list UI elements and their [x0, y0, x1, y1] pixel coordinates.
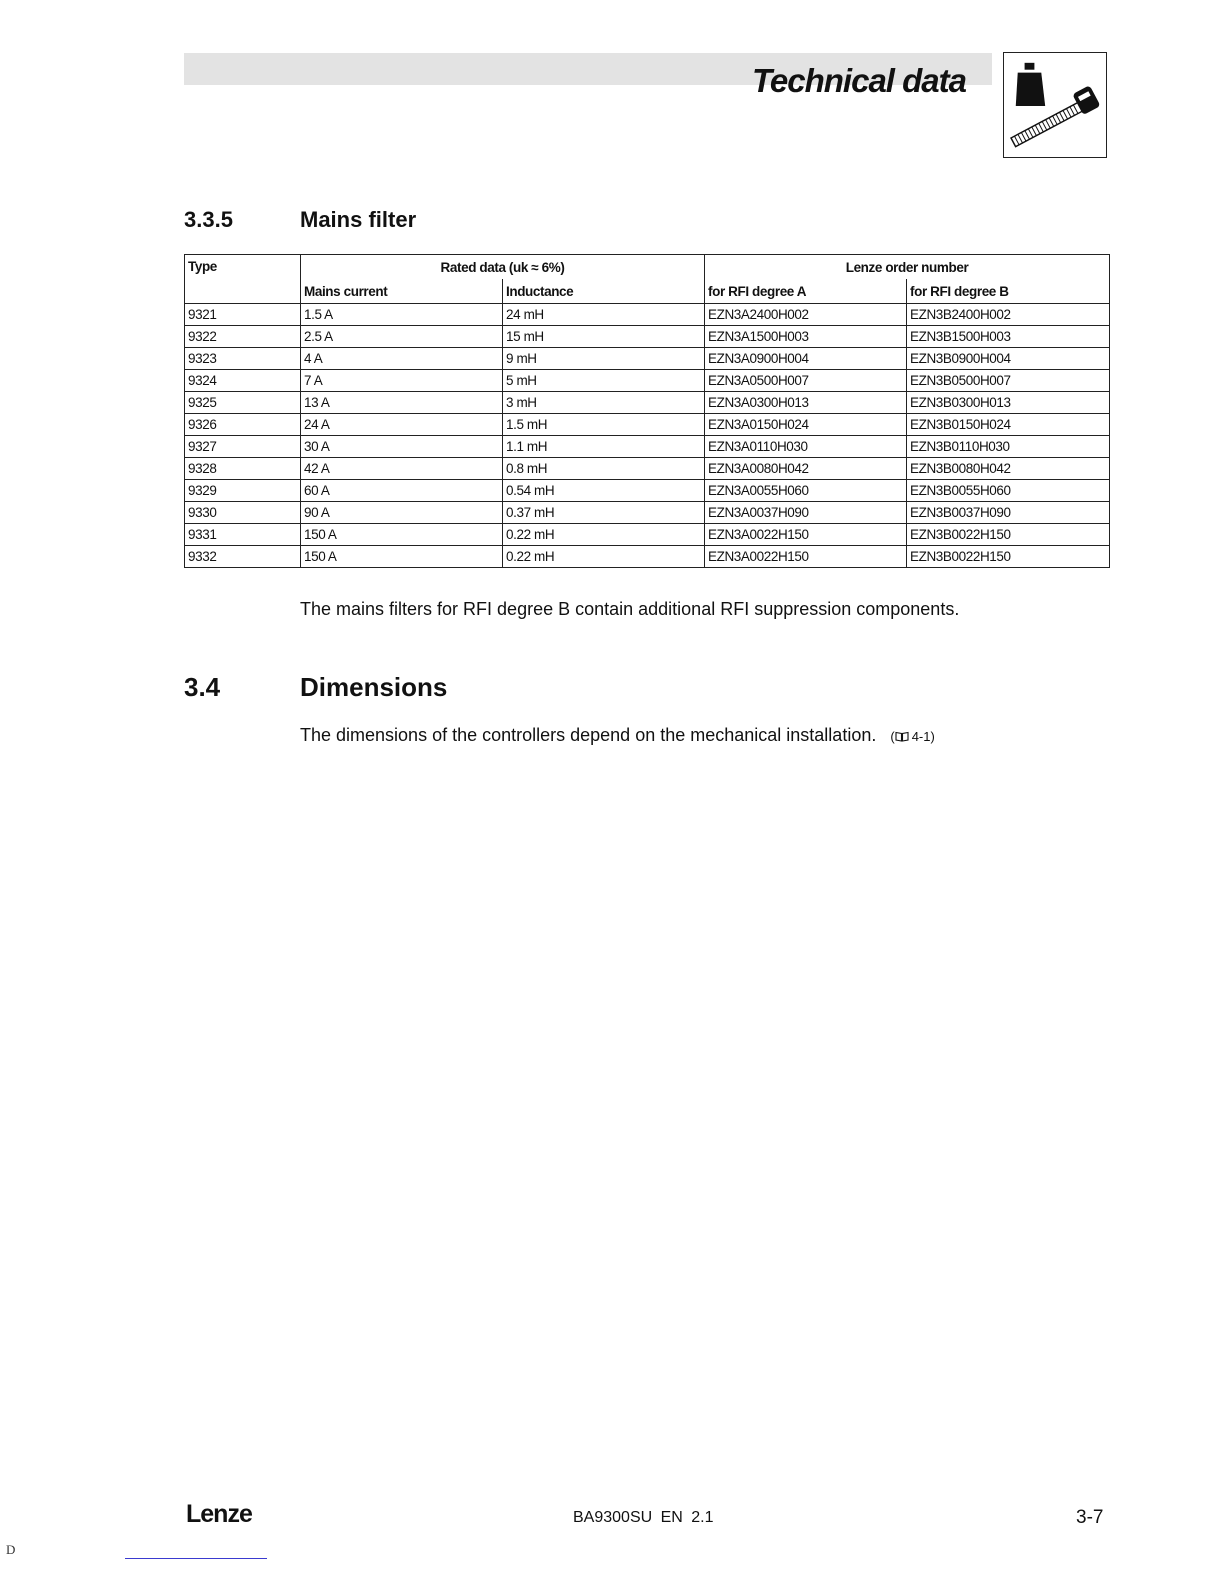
cell-mains-current: 30 A [301, 436, 503, 458]
margin-mark: D [6, 1542, 16, 1557]
cell-order-rfi-a: EZN3A0150H024 [705, 414, 907, 436]
cell-order-rfi-b: EZN3B0080H042 [907, 458, 1110, 480]
table-row [185, 458, 1110, 480]
cell-inductance: 24 mH [503, 304, 705, 326]
cell-order-rfi-a: EZN3A0022H150 [705, 524, 907, 546]
cell-mains-current: 4 A [301, 348, 503, 370]
cell-inductance: 1.1 mH [503, 436, 705, 458]
table-row [185, 414, 1110, 436]
cell-order-rfi-a: EZN3A0900H004 [705, 348, 907, 370]
cell-mains-current: 1.5 A [301, 304, 503, 326]
cell-order-rfi-b: EZN3B0900H004 [907, 348, 1110, 370]
document-id: BA9300SU EN 2.1 [573, 1509, 714, 1526]
column-header-rfi-degree-b: for RFI degree B [907, 279, 1110, 304]
table-row [185, 392, 1110, 414]
cell-inductance: 0.22 mH [503, 546, 705, 568]
cell-type: 9330 [185, 502, 301, 524]
dimensions-paragraph [300, 725, 935, 746]
cell-order-rfi-a: EZN3A0055H060 [705, 480, 907, 502]
cell-mains-current: 2.5 A [301, 326, 503, 348]
cell-mains-current: 60 A [301, 480, 503, 502]
group-header-rated-data: Rated data (uk ≈ 6%) [301, 255, 705, 280]
cell-order-rfi-b: EZN3B0500H007 [907, 370, 1110, 392]
cell-order-rfi-b: EZN3B0055H060 [907, 480, 1110, 502]
column-header-inductance: Inductance [503, 279, 705, 304]
measurement-weight-tape-icon [1003, 52, 1107, 158]
cell-order-rfi-b: EZN3B2400H002 [907, 304, 1110, 326]
cell-order-rfi-a: EZN3A0037H090 [705, 502, 907, 524]
book-icon [895, 730, 909, 745]
cell-type: 9327 [185, 436, 301, 458]
cell-inductance: 1.5 mH [503, 414, 705, 436]
page-number: 3-7 [1076, 1507, 1104, 1528]
table-row [185, 326, 1110, 348]
section-number-3-4: 3.4 [184, 672, 221, 702]
column-header-mains-current: Mains current [301, 279, 503, 304]
cell-order-rfi-a: EZN3A0022H150 [705, 546, 907, 568]
cell-order-rfi-a: EZN3A1500H003 [705, 326, 907, 348]
table-row [185, 304, 1110, 326]
column-header-rfi-degree-a: for RFI degree A [705, 279, 907, 304]
table-row [185, 348, 1110, 370]
cell-type: 9328 [185, 458, 301, 480]
rfi-note-paragraph: The mains filters for RFI degree B contain additional RFI suppression components. [300, 599, 960, 619]
group-header-lenze-order-number: Lenze order number [705, 255, 1110, 280]
cell-mains-current: 42 A [301, 458, 503, 480]
cell-inductance: 0.8 mH [503, 458, 705, 480]
cell-inductance: 5 mH [503, 370, 705, 392]
cell-order-rfi-b: EZN3B0022H150 [907, 546, 1110, 568]
cell-type: 9329 [185, 480, 301, 502]
footer-divider [125, 1558, 267, 1559]
cell-order-rfi-a: EZN3A2400H002 [705, 304, 907, 326]
table-row [185, 524, 1110, 546]
cell-type: 9326 [185, 414, 301, 436]
cell-inductance: 0.54 mH [503, 480, 705, 502]
column-header-type: Type [185, 255, 301, 304]
cell-order-rfi-a: EZN3A0080H042 [705, 458, 907, 480]
cell-order-rfi-a: EZN3A0500H007 [705, 370, 907, 392]
section-title-mains-filter: Mains filter [300, 207, 417, 232]
cell-order-rfi-b: EZN3B0300H013 [907, 392, 1110, 414]
cell-order-rfi-b: EZN3B0150H024 [907, 414, 1110, 436]
cell-inductance: 15 mH [503, 326, 705, 348]
dimensions-text: The dimensions of the controllers depend on the mechanical installation. [300, 725, 877, 745]
cell-order-rfi-b: EZN3B0110H030 [907, 436, 1110, 458]
cell-type: 9325 [185, 392, 301, 414]
cell-mains-current: 13 A [301, 392, 503, 414]
cell-inductance: 9 mH [503, 348, 705, 370]
table-row [185, 480, 1110, 502]
cell-mains-current: 90 A [301, 502, 503, 524]
cell-type: 9332 [185, 546, 301, 568]
cell-mains-current: 150 A [301, 524, 503, 546]
cell-order-rfi-a: EZN3A0300H013 [705, 392, 907, 414]
table-row [185, 436, 1110, 458]
section-number-3-3-5: 3.3.5 [184, 207, 233, 232]
mains-filter-table [184, 254, 1110, 568]
cell-order-rfi-b: EZN3B0022H150 [907, 524, 1110, 546]
table-row [185, 546, 1110, 568]
lenze-logo: Lenze [186, 1500, 252, 1528]
cell-type: 9331 [185, 524, 301, 546]
page-reference-link[interactable]: ( 4-1) [890, 729, 935, 744]
cell-type: 9322 [185, 326, 301, 348]
table-row [185, 370, 1110, 392]
cell-inductance: 3 mH [503, 392, 705, 414]
cell-type: 9324 [185, 370, 301, 392]
section-title-dimensions: Dimensions [300, 672, 448, 702]
page-header-title: Technical data [751, 62, 966, 99]
cell-inductance: 0.37 mH [503, 502, 705, 524]
cell-type: 9321 [185, 304, 301, 326]
table-row [185, 502, 1110, 524]
cell-mains-current: 7 A [301, 370, 503, 392]
cell-order-rfi-b: EZN3B0037H090 [907, 502, 1110, 524]
cell-mains-current: 24 A [301, 414, 503, 436]
cell-inductance: 0.22 mH [503, 524, 705, 546]
cell-order-rfi-a: EZN3A0110H030 [705, 436, 907, 458]
page-reference-text: 4-1) [911, 729, 935, 744]
cell-type: 9323 [185, 348, 301, 370]
cell-mains-current: 150 A [301, 546, 503, 568]
cell-order-rfi-b: EZN3B1500H003 [907, 326, 1110, 348]
